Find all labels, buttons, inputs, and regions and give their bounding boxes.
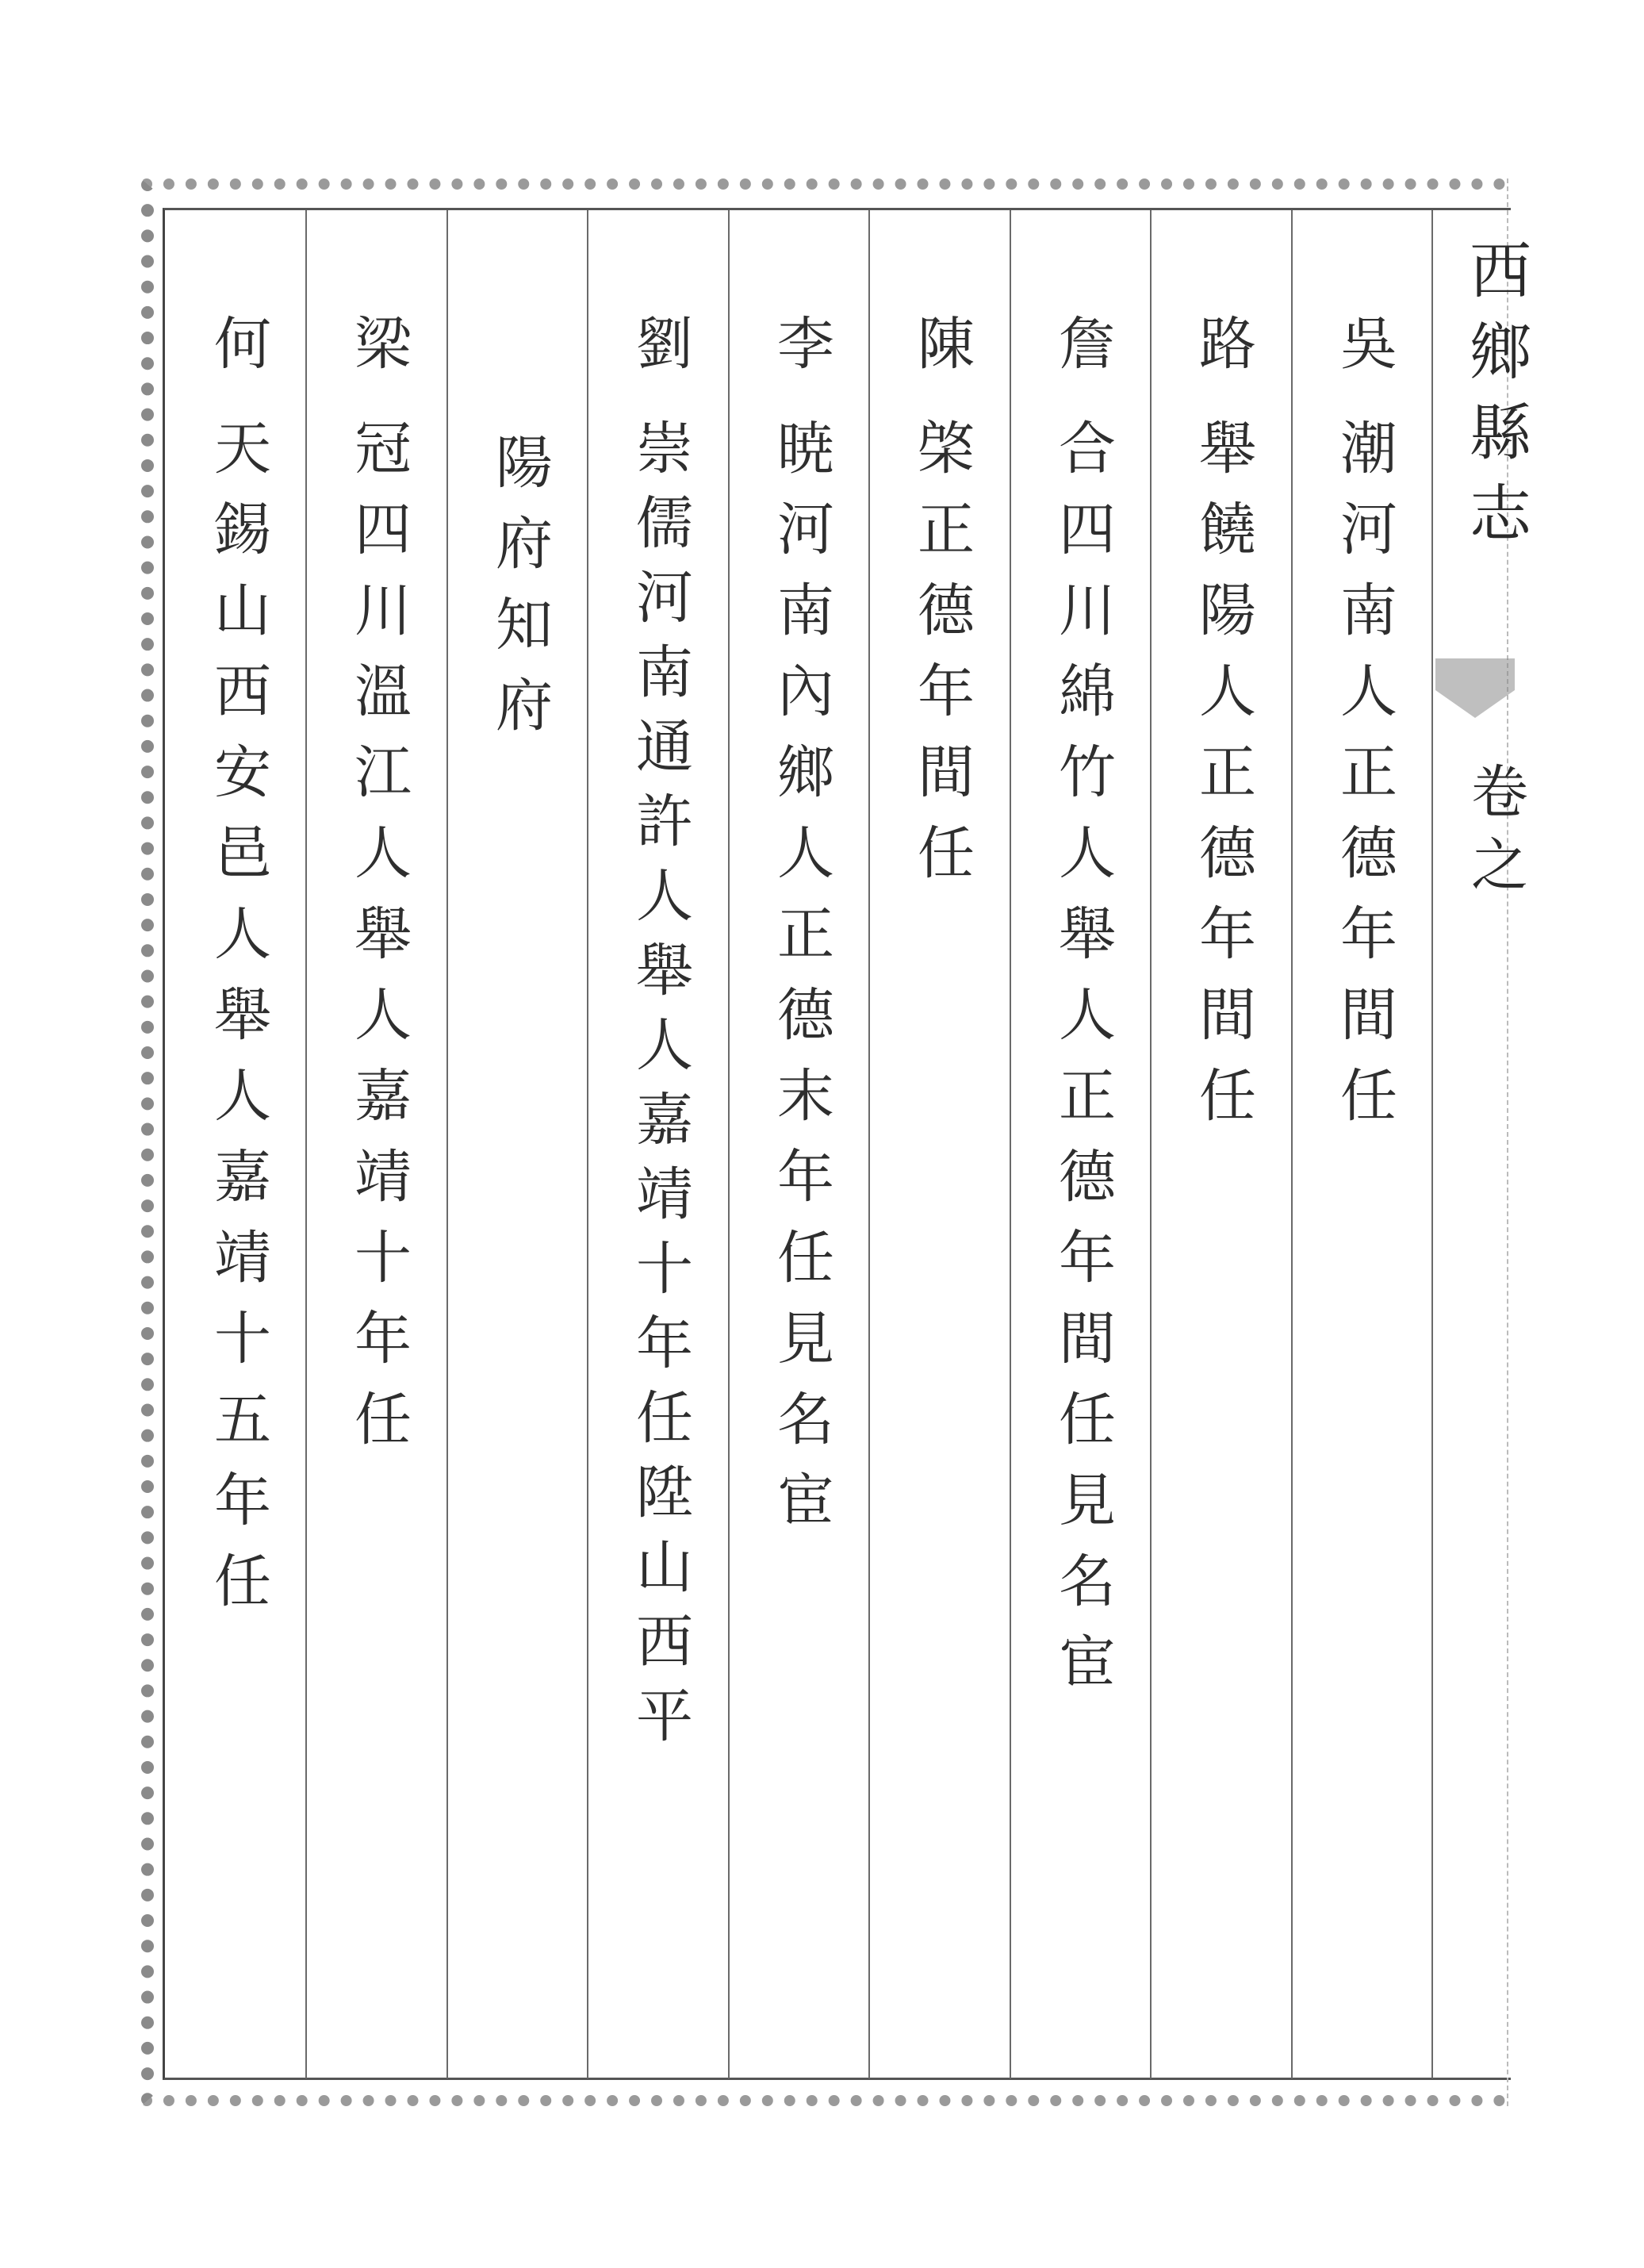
entry-text: 舉饒陽人正德年間任 [1190, 418, 1256, 1146]
column-rule [587, 210, 588, 2078]
fishtail-mark-icon [1431, 643, 1519, 730]
column-rule [1010, 210, 1011, 2078]
column-rule [728, 210, 730, 2078]
entry-surname: 路 [1190, 313, 1256, 418]
entry-surname: 詹 [1049, 313, 1116, 418]
entry-column-2 [1163, 313, 1282, 1146]
margin-volume: 卷之 [1462, 762, 1528, 908]
entry-text: 合四川綿竹人舉人正德年間任見名宦 [1049, 418, 1116, 1713]
entry-text: 潮河南人正德年間任 [1331, 418, 1397, 1146]
entry-text: 崇儒河南通許人舉人嘉靖十年任陞山西平 [627, 418, 693, 1760]
entry-text: 暁河南內鄉人正德末年任見名宦 [768, 418, 834, 1551]
entry-surname: 李 [768, 313, 834, 418]
column-rule [868, 210, 870, 2078]
entry-column-3 [1023, 313, 1142, 1713]
entry-column-9 [178, 313, 297, 1632]
column-rule [305, 210, 307, 2078]
entry-surname: 何 [205, 313, 271, 418]
entry-text: 天錫山西安邑人舉人嘉靖十五年任 [205, 418, 271, 1632]
entry-column-6 [600, 313, 719, 1760]
entry-text: 冠四川溫江人舉人嘉靖十年任 [345, 418, 412, 1470]
margin-book-title: 西鄉縣志 [1459, 238, 1531, 562]
column-rule [446, 210, 448, 2078]
entry-text: 陽府知府 [486, 432, 553, 756]
entry-text: 棨正德年間任 [908, 418, 975, 904]
column-rule [1150, 210, 1152, 2078]
entry-column-7-continuation [460, 432, 579, 756]
entry-surname: 梁 [345, 313, 412, 418]
entry-column-8 [319, 313, 438, 1470]
column-rule [1291, 210, 1293, 2078]
entry-column-4 [882, 313, 1001, 904]
column-rule [1431, 210, 1433, 2078]
entry-surname: 吳 [1331, 313, 1397, 418]
entry-surname: 陳 [908, 313, 975, 418]
entry-column-5 [742, 313, 860, 1551]
entry-surname: 劉 [627, 313, 693, 418]
entry-column-1 [1305, 313, 1424, 1146]
